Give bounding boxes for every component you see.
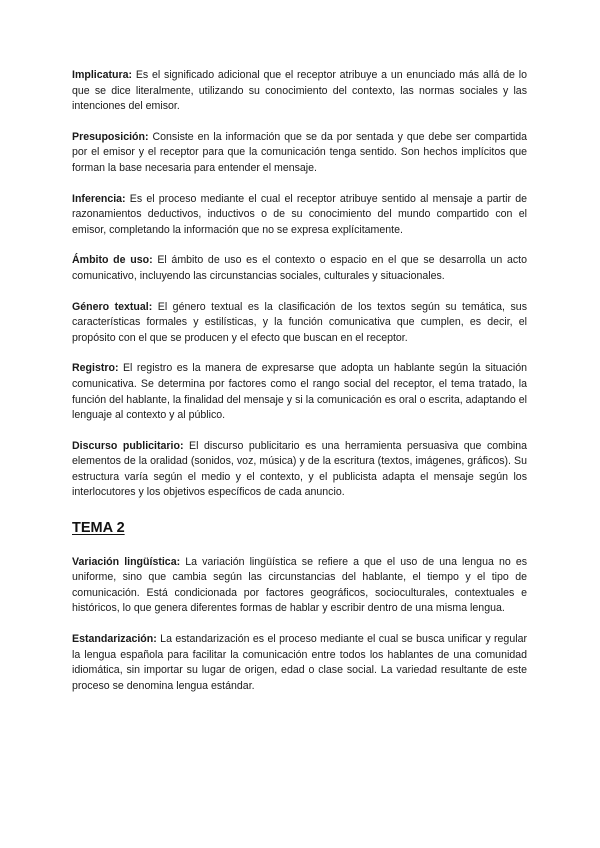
definition-text: Es el significado adicional que el receptor atribuye a un enunciado más allá de lo que se dice literalmente, utilizando su conocimiento del contexto, las normas sociales y las intenciones del emisor. [72,69,527,113]
definition-ambito-de-uso [72,253,527,284]
term-label: Inferencia: [72,192,126,205]
definition-discurso-publicitario [72,439,527,501]
term-label: Ámbito de uso: [72,254,153,267]
term-label: Implicatura: [72,69,133,81]
definition-variacion-linguistica [72,555,527,617]
term-label: Género textual: [72,300,153,313]
definition-text: La variación lingüística se refiere a que el uso de una lengua no es uniforme, sino que cambia según las circunstancias del hablante, el tiempo y el tipo de comunicación. Está condicionada por factores geográficos, socioculturales, contextuales e históricos, lo que genera diferentes formas de hablar y escribir dentro de una misma lengua. [72,555,528,615]
definition-implicatura [72,68,527,115]
definition-text: El discurso publicitario es una herramienta persuasiva que combina elementos de la oralidad (sonidos, voz, música) y de la escritura (textos, imágenes, gráficos). Su estructura varía según el medio y el contexto, y el publicista adapta el mensaje según los interlocutores y los objetivos específicos de cada anuncio. [72,439,527,499]
section-tema-2 [72,521,527,694]
definition-inferencia [72,192,527,239]
definition-registro [72,361,527,423]
section-heading: TEMA 2 [72,520,125,537]
definition-text: La estandarización es el proceso mediante el cual se busca unificar y regular la lengua española para facilitar la comunicación entre todos los hablantes de una comunidad idiomática, sin importar su lugar de origen, edad o clase social. La variedad resultante de este proceso se denomina lengua estándar. [72,633,527,692]
term-label: Estandarización: [72,633,157,646]
definition-text: El género textual es la clasificación de los textos según su temática, sus características formales y estilísticas, y la función comunicativa que cumplen, es decir, el propósito con el que se producen y el efecto que buscan en el receptor. [72,300,527,344]
term-label: Registro: [72,362,119,375]
document-body [72,68,527,709]
definition-text: El ámbito de uso es el contexto o espacio en el que se desarrolla un acto comunicativo, incluyendo las circunstancias sociales, culturales y situacionales. [72,254,527,282]
definition-estandarizacion [72,632,527,694]
definition-genero-textual [72,300,527,347]
term-label: Discurso publicitario: [72,439,184,452]
term-label: Presuposición: [72,130,149,143]
definition-presuposicion [72,130,527,177]
section-tema-1 [72,68,527,501]
definition-text: Consiste en la información que se da por sentada y que debe ser compartida por el emisor y el receptor para que la comunicación tenga sentido. Son hechos implícitos que forman la base necesaria para entender el mensaje. [72,130,527,174]
definition-text: Es el proceso mediante el cual el receptor atribuye sentido al mensaje a partir de razonamientos deductivos, inductivos o de su conocimiento del mundo compartido con el emisor, completando la información que no se expresa explícitamente. [72,192,527,236]
definition-text: El registro es la manera de expresarse que adopta un hablante según la situación comunicativa. Se determina por factores como el rango social del receptor, el tema tratado, la función del hablante, la finalidad del mensaje y si la comunicación es oral o escrita, adaptando el lenguaje al contexto y al público. [72,362,527,422]
term-label: Variación lingüística: [72,555,181,568]
